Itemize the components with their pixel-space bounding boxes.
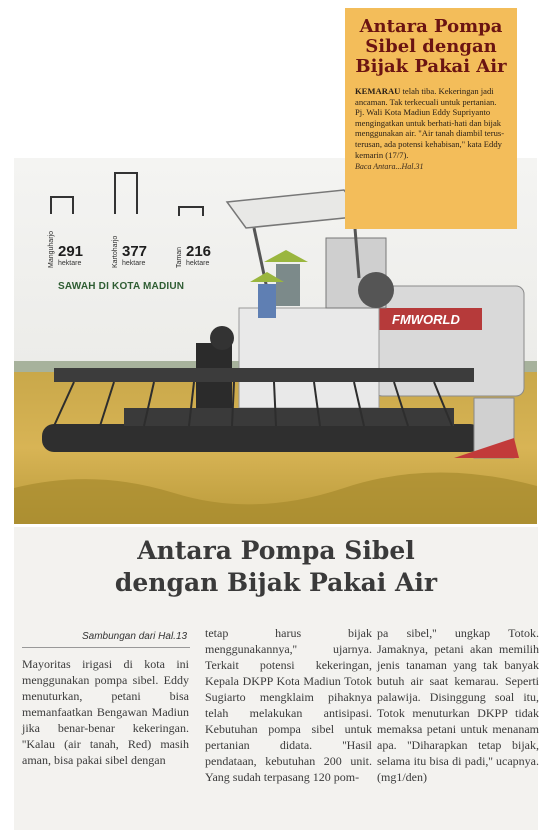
- headline-line-1: Antara Pompa Sibel: [137, 536, 415, 565]
- teaser-body: [355, 86, 507, 160]
- stat-unit: hektare: [58, 260, 82, 267]
- article: [14, 527, 538, 830]
- stat-taman: [172, 206, 232, 276]
- stat-kartoharjo: [108, 172, 168, 276]
- stat-unit: hektare: [186, 260, 210, 267]
- stat-name: Taman: [176, 246, 183, 268]
- stat-bar: [114, 172, 138, 214]
- stat-value: 216: [186, 243, 212, 260]
- infographic-caption: SAWAH DI KOTA MADIUN: [58, 281, 185, 292]
- stat-bar: [50, 196, 74, 214]
- stat-unit: hektare: [122, 260, 146, 267]
- teaser-text: telah tiba. Kekeringan jadi ancaman. Tak terkecuali untuk pertanian. Pj. Wali Kota Madiun Eddy Supriyanto mengingatkan untuk berhati-hati dan bijak menggunakan air. "Air tanah diambil terus-terusan, ada potensi kehabisan," kata Eddy kemarin (17/7).: [355, 86, 505, 160]
- headline-line-2: dengan Bijak Pakai Air: [114, 568, 438, 597]
- stat-name: Manguharjo: [48, 231, 55, 268]
- stat-name: Kartoharjo: [112, 235, 119, 268]
- teaser-title: Antara Pompa Sibel dengan Bijak Pakai Air: [355, 16, 507, 77]
- divider: [22, 647, 190, 648]
- stat-value: 377: [122, 243, 148, 260]
- continued-from: Sambungan dari Hal.13: [82, 631, 188, 642]
- article-headline: [14, 535, 538, 599]
- stat-manguharjo: [48, 196, 108, 276]
- teaser-box: [345, 8, 517, 229]
- teaser-continue-link: Baca Antara...Hal.31: [355, 162, 424, 172]
- article-column-3: pa sibel,'' ungkap Totok. Jamaknya, petani akan memilih jenis tanaman yang tak banyak butuh air saat kemarau. Seperti palawija. Disinggung soal itu, Totok menuturkan DKPP tidak memaksa petani untuk menanam apa. ''Diharapkan tetap bijak, selama itu bisa di padi,'' ucapnya. (mg1/den): [377, 626, 539, 784]
- article-column-1: Mayoritas irigasi di kota ini menggunakan pompa sibel. Eddy menuturkan, petani bisa memanfaatkan Bengawan Madiun jika benar-benar kekeringan. ''Kalau (air tanah, Red) masih aman, bisa pakai sibel dengan: [22, 657, 189, 767]
- teaser-lead: KEMARAU: [355, 86, 401, 96]
- machine-label: FMWORLD: [392, 312, 460, 327]
- stat-value: 291: [58, 243, 84, 260]
- article-column-2: tetap harus bijak menggunakannya,'' ujarnya. Terkait potensi kekeringan, Kepala DKPP Kota Madiun Totok Sugiarto mengklaim pihaknya telah melakukan antisipasi. Kebutuhan pompa sibel untuk pertanian didata. ''Hasil pendataan, kebutuhan 200 unit. Yang sudah terpasang 120 pom-: [205, 626, 372, 784]
- stat-bar: [178, 206, 204, 216]
